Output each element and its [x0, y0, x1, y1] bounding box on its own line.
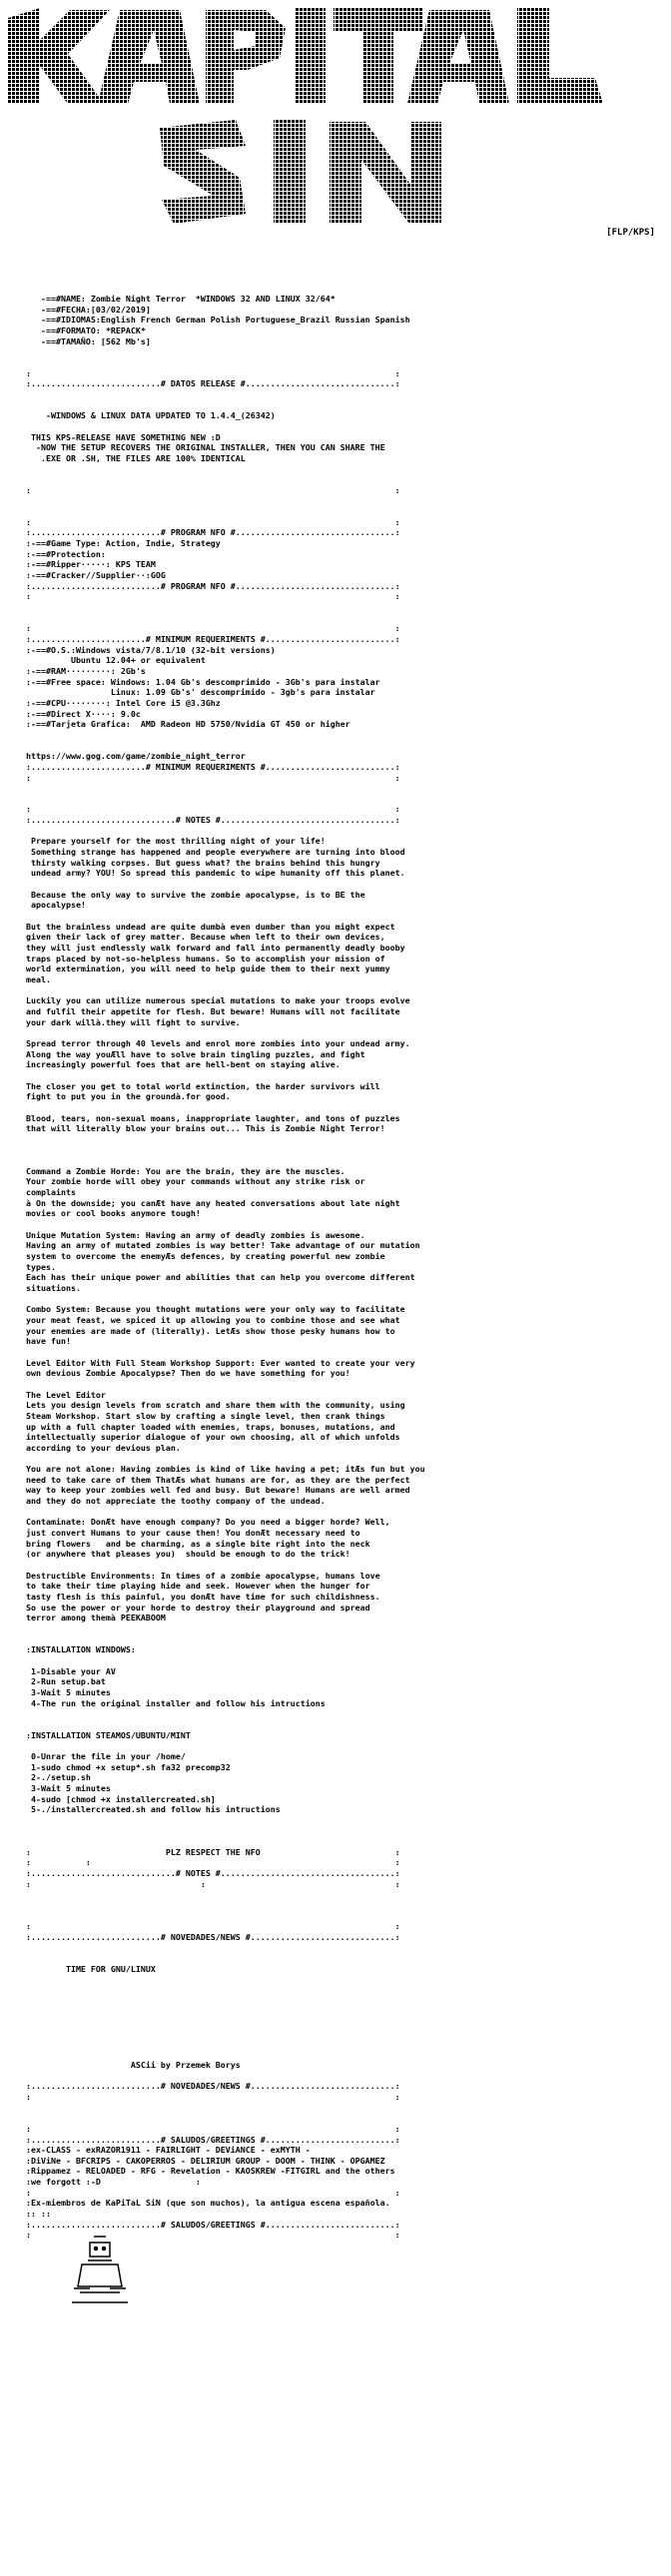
kapital-sin-ascii-logo [0, 0, 671, 260]
pig-ascii-art [60, 2231, 140, 2316]
nfo-text: -==#NAME: Zombie Night Terror *WINDOWS 32 AND LINUX 32/64* -==#FECHA:[03/02/2019] -==#IDIOMAS:English French German Polish Portuguese_Brazil Russian Spanish -==#FORMATO: *REPACK* -==#TAMAÑO: [562 Mb's] : : :..........................# DATOS RELEASE #..............................: -WINDOWS & LINUX DATA UPDATED TO 1.4.4_(26342) THIS KPS-RELEASE HAVE SOMETHING NEW :D -NOW THE SETUP RECOVERS THE ORIGINAL INSTALLER, THEN YOU CAN SHARE THE .EXE OR .SH, THE FILES ARE 100% IDENTICAL : : : : :..........................# PROGRAM NFO #................................: :-==#Game Type: Action, Indie, Strategy :-==#Protection: :-==#Ripper·····: KPS TEAM :-==#Cracker//Supplier··:GOG :..........................# PROGRAM NFO #................................: : : : : :.......................# MINIMUM REQUERIMENTS #..........................: :-==#O.S.:Windows vista/7/8.1/10 (32-bit versions) Ubuntu 12.04+ or equivalent :-==#RAM·········: 2Gb's :-==#Free space: Windows: 1.04 Gb's descomprimido - 3Gb's para instalar Linux: 1.09 Gb's' descomprimido - 3gb's para instalar :-==#CPU········: Intel Core i5 @3.3Ghz :-==#Direct X····: 9.0c :-==#Tarjeta Grafica: AMD Radeon HD 5750/Nvidia GT 450 or higher https://www.gog.com/game/zombie_night_terror :.......................# MINIMUM REQUERIMENTS #..........................: : : : : :.............................# NOTES #...................................: Prepare yourself for the most thrilling night of your life! Something strange has happened and people everywhere are turning into blood thirsty walking corpses. But guess what? the brains behind this hungry undead army? YOU! So spread this pandemic to wipe humanity off this planet. Because the only way to survive the zombie apocalypse, is to BE the apocalypse! But the brainless undead are quite dumbà even dumber than you might expect given their lack of grey matter. Because when left to their own devices, they will just endlessly walk forward and fall into permanently deadly booby traps placed by not-so-helpless humans. So to accomplish your mission of world extermination, you will need to help guide them to their next yummy meal. Luckily you can utilize numerous special mutations to make your troops evolve and fulfil their appetite for flesh. But beware! Humans will not facilitate your dark willà.they will fight to survive. Spread terror through 40 levels and enrol more zombies into your undead army. Along the way youÆll have to solve brain tingling puzzles, and fight increasingly powerful foes that are hell-bent on staying alive. The closer you get to total world extinction, the harder survivors will fight to put you in the groundà.for good. Blood, tears, non-sexual moans, inappropriate laughter, and tons of puzzles that will literally blow your brains out... This is Zombie Night Terror! Command a Zombie Horde: You are the brain, they are the muscles. Your zombie horde will obey your commands without any strike risk or complaints à On the downside; you canÆt have any heated conversations about late night movies or cool books anymore tough! Unique Mutation System: Having an army of deadly zombies is awesome. Having an army of mutated zombies is way better! Take advantage of our mutation system to overcome the enemyÆs defences, by creating powerful new zombie types. Each has their unique power and abilities that can help you overcome different situations. Combo System: Because you thought mutations were your only way to facilitate your meat feast, we spiced it up allowing you to combine those and see what your enemies are made of (literally). LetÆs show those pesky humans how to have fun! Level Editor With Full Steam Workshop Support: Ever wanted to create your very own devious Zombie Apocalypse? Then do we have something for you! The Level Editor Lets you design levels from scratch and share them with the community, using Steam Workshop. Start slow by crafting a single level, then crank things up with a full chapter loaded with enemies, traps, bonuses, mutations, and intellectually superior dialogue of your own choosing, all of which unfolds according to your devious plan. You are not alone: Having zombies is kind of like having a pet; itÆs fun but you need to take care of them ThatÆs what humans are for, as they are the perfect way to keep your zombies well fed and busy. But beware! Humans are well armed and they do not appreciate the toothy company of the undead. Contaminate: DonÆt have enough company? Do you need a bigger horde? Well, just convert Humans to your cause then! You donÆt necessary need to bring flowers and be charming, as a single bite right into the neck (or anywhere that pleases you) should be enough to do the trick! Destructible Environments: In times of a zombie apocalypse, humans love to take their time playing hide and seek. However when the hunger for tasty flesh is this painful, you donÆt have time for such childishness. So use the power or your horde to destroy their playground and spread terror among themà PEEKABOOM :INSTALLATION WINDOWS: 1-Disable your AV 2-Run setup.bat 3-Wait 5 minutes 4-The run the original installer and follow his intructions :INSTALLATION STEAMOS/UBUNTU/MINT 0-Unrar the file in your /home/ 1-sudo chmod +x setup*.sh fa32 precomp32 2-./setup.sh 3-Wait 5 minutes 4-sudo [chmod +x installercreated.sh] 5-./installercreated.sh and follow his intructions : PLZ RESPECT THE NFO : : : : :.............................# NOTES #...................................: : : : : : :..........................# NOVEDADES/NEWS #.............................: TIME FOR GNU/LINUX ASCii by Przemek Borys :..........................# NOVEDADES/NEWS #.............................: : : : : :..........................# SALUDOS/GREETINGS #..........................: :ex-CLASS - exRAZOR1911 - FAIRLIGHT - DEViANCE - exMYTH - :DiViNe - BFCRIPS - CAKOPERROS - DELIRIUM GROUP - DOOM - THINK - OPGAMEZ :Rippamez - RELOADED - RFG - Revelation - KAOSKREW -FITGIRL and the others :we forgott :-D : : : :Ex-miembros de KaPiTaL SiN (que son muchos), la antigua escena española. :: :: :..........................# SALUDOS/GREETINGS #..........................: : : [25, 293, 425, 2241]
release-group-signature: [FLP/KPS] [606, 228, 655, 238]
